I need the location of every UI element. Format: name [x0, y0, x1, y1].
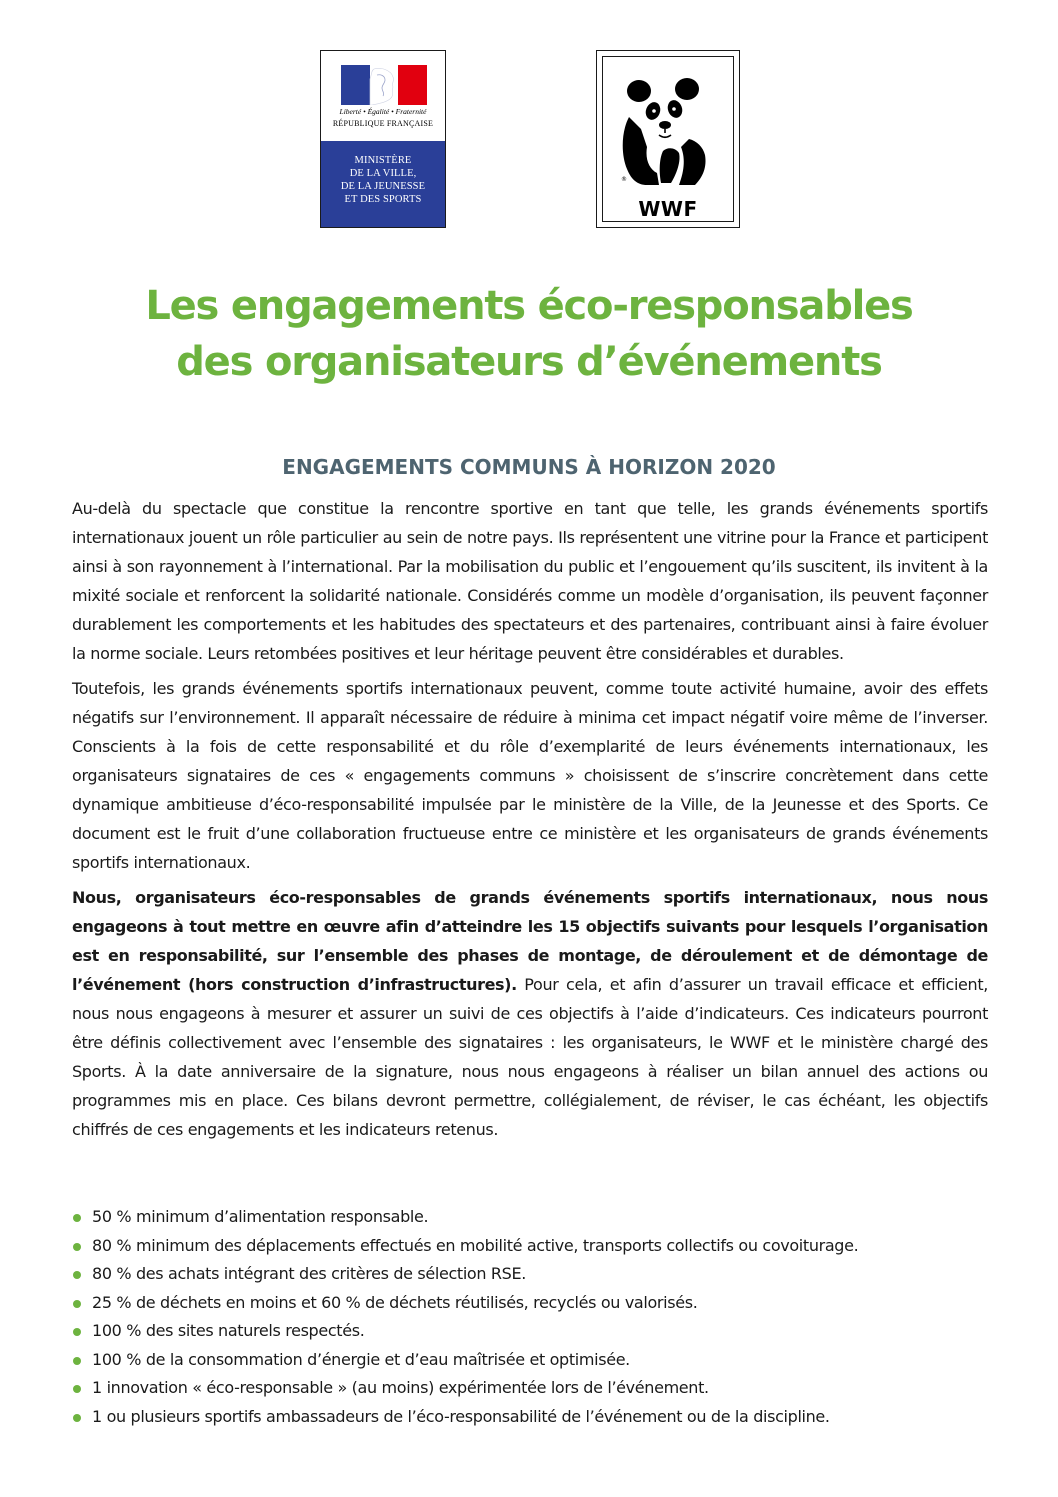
ministere-line: MINISTÈRE [354, 155, 412, 166]
wwf-wordmark: WWF [638, 197, 698, 221]
section-subtitle: ENGAGEMENTS COMMUNS À HORIZON 2020 [282, 455, 776, 479]
ministere-line: ET DES SPORTS [344, 194, 422, 205]
body-text [72, 494, 988, 1150]
objective-item: 80 % minimum des déplacements effectués en mobilité active, transports collectifs ou covoiturage. [72, 1232, 988, 1261]
objective-item: 100 % des sites naturels respectés. [72, 1317, 988, 1346]
ministere-logo [320, 50, 446, 228]
objective-item: 80 % des achats intégrant des critères de sélection RSE. [72, 1260, 988, 1289]
paragraph-impact: Toutefois, les grands événements sportifs internationaux peuvent, comme toute activité humaine, avoir des effets négatifs sur l’environnement. Il apparaît nécessaire de réduire à minima cet impact négatif voire même de l’inverser. Conscients à la fois de cette responsabilité et du rôle d’exemplarité de leurs événements internationaux, les organisateurs signataires de ces « engagements communs » choisissent de s’inscrire concrètement dans cette dynamique ambitieuse d’éco-responsabilité impulsée par le ministère de la Ville, de la Jeunesse et des Sports. Ce document est le fruit d’une collaboration fructueuse entre ce ministère et les organisateurs de grands événements sportifs internationaux. [72, 679, 988, 872]
commitment-bold-text: Nous, organisateurs éco-responsables de grands événements sportifs internationaux, nous nous engageons à tout mettre en œuvre afin d’atteindre les 15 objectifs suivants pour lesquels l’organisation est en responsabilité, sur l’ensemble des phases de montage, de déroulement et de démontage de l’événement (hors construction d’infrastructures). [72, 888, 988, 994]
objective-item: 25 % de déchets en moins et 60 % de déchets réutilisés, recyclés ou valorisés. [72, 1289, 988, 1318]
commitment-rest-text: Pour cela, et afin d’assurer un travail efficace et efficient, nous nous engageons à mesurer et assurer un suivi de ces objectifs à l’aide d’indicateurs. Ces indicateurs pourront être définis collectivement avec l’ensemble des signataires : les organisateurs, le WWF et le ministère chargé des Sports. À la date anniversaire de la signature, nous nous engageons à réaliser un bilan annuel des actions ou programmes mis en place. Ces bilans devront permettre, collégialement, de réviser, le cas échéant, les objectifs chiffrés de ces engagements et les indicateurs retenus. [72, 975, 988, 1139]
objective-item: 100 % de la consommation d’énergie et d’eau maîtrisée et optimisée. [72, 1346, 988, 1375]
ministere-line: DE LA VILLE, [349, 168, 417, 179]
title-line-2: des organisateurs d’événements [176, 339, 882, 385]
ministere-line: DE LA JEUNESSE [340, 181, 426, 192]
title-line-1: Les engagements éco-responsables [145, 283, 913, 329]
panda-icon [619, 77, 711, 187]
paragraph-intro: Au-delà du spectacle que constitue la rencontre sportive en tant que telle, les grands événements sportifs internationaux jouent un rôle particulier au sein de notre pays. Ils représentent une vitrine pour la France et participent ainsi à son rayonnement à l’international. Par la mobilisation du public et l’engouement qu’ils suscitent, ils invitent à la mixité sociale et renforcent la solidarité nationale. Considérés comme un modèle d’organisation, ils peuvent façonner durablement les comportements et les habitudes des spectateurs et des partenaires, contribuant ainsi à faire évoluer la norme sociale. Leurs retombées positives et leur héritage peuvent être considérables et durables. [72, 499, 988, 663]
paragraph-commitment [72, 883, 988, 1144]
objectives-list [72, 1203, 988, 1431]
wwf-logo [596, 50, 740, 228]
objective-item: 50 % minimum d’alimentation responsable. [72, 1203, 988, 1232]
republique-francaise-text: RÉPUBLIQUE FRANÇAISE [332, 119, 434, 128]
objective-item: 1 ou plusieurs sportifs ambassadeurs de l’éco-responsabilité de l’événement ou de la discipline. [72, 1403, 988, 1432]
devise-text: Liberté • Égalité • Fraternité [339, 107, 427, 116]
ministere-name-box [321, 141, 445, 227]
svg-text:®: ® [621, 176, 627, 183]
objective-item: 1 innovation « éco-responsable » (au moins) expérimentée lors de l’événement. [72, 1374, 988, 1403]
page-title [0, 278, 1058, 390]
marianne-flag-icon [341, 65, 427, 105]
